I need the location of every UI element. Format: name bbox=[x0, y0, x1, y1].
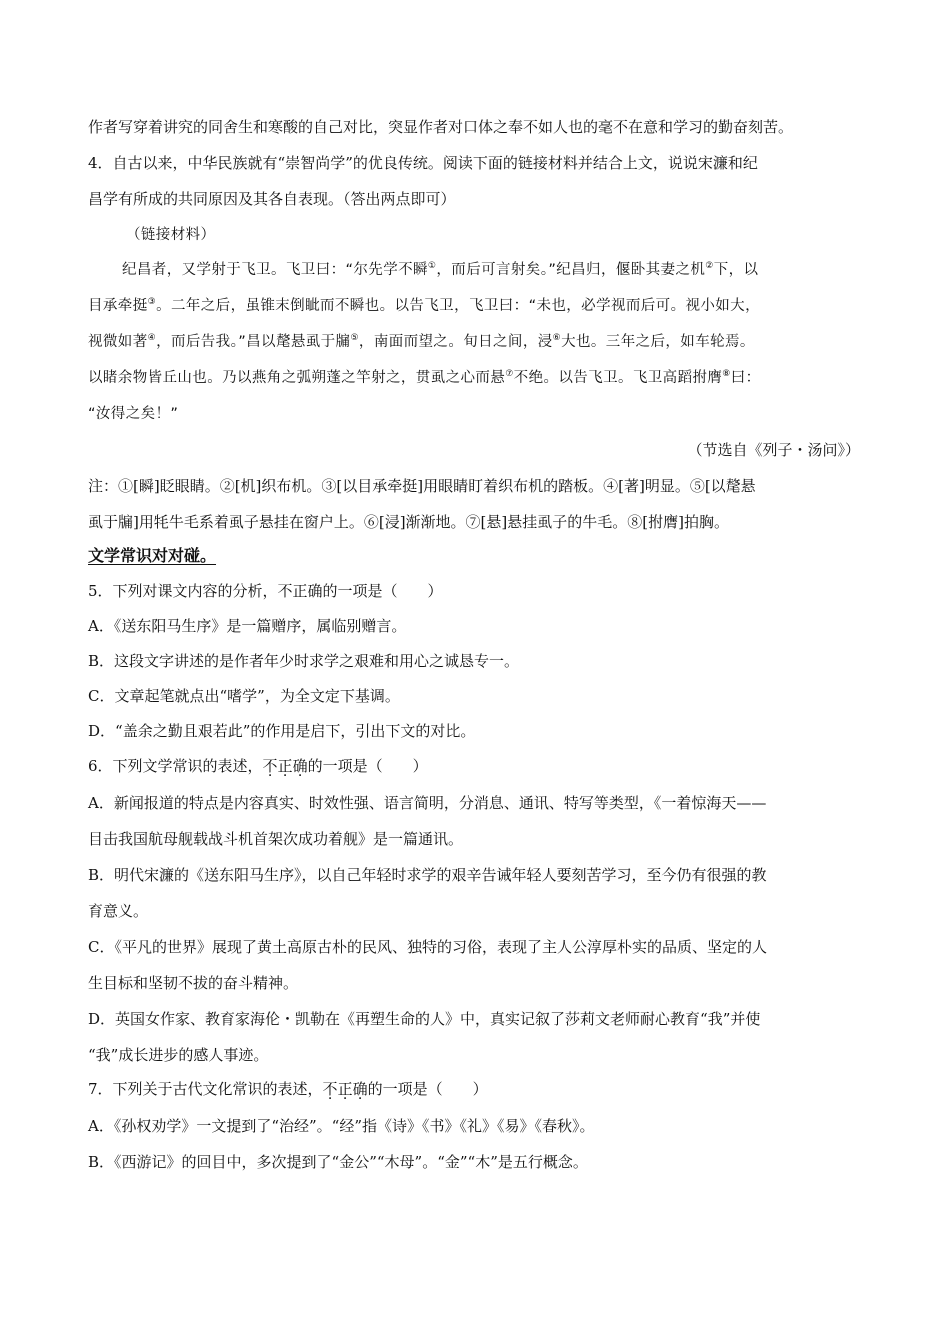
notes-line-2: 虱于牖]用牦牛毛系着虱子悬挂在窗户上。⑥[浸]渐渐地。⑦[悬]悬挂虱子的牛毛。⑧[拊膺]拍胸。 bbox=[88, 513, 729, 531]
q6-stem: 6．下列文学常识的表述，不正确的一项是（ ） bbox=[88, 757, 428, 775]
section-title: 文学常识对对碰。 bbox=[88, 546, 217, 565]
passage-source: （节选自《列子・汤问》） bbox=[687, 441, 860, 459]
q7-stem: 7．下列关于古代文化常识的表述，不正确的一项是（ ） bbox=[88, 1080, 488, 1098]
q6-option-a-line1: A．新闻报道的特点是内容真实、时效性强、语言简明，分消息、通讯、特写等类型，《一着惊海天—— bbox=[88, 794, 767, 812]
passage-line-2: 目承牵挺③。二年之后，虽锥末倒眦而不瞬也。以告飞卫，飞卫曰：“未也，必学视而后可。视小如大， bbox=[88, 297, 760, 314]
q6-option-c-line2: 生目标和坚韧不拔的奋斗精神。 bbox=[88, 974, 299, 992]
emphasis-dot-char: 确 bbox=[352, 1080, 368, 1098]
q6-option-b-line1: B．明代宋濂的《送东阳马生序》，以自己年轻时求学的艰辛告诫年轻人要刻苦学习，至今仍有很强的教 bbox=[88, 866, 767, 884]
passage-line-3: 视微如著④，而后告我。”昌以氂悬虱于牖⑤，南面而望之。旬日之间，浸⑥大也。三年之后，如车轮焉。 bbox=[88, 333, 755, 350]
q4-stem-line1: 4．自古以来，中华民族就有“崇智尚学”的优良传统。阅读下面的链接材料并结合上文，说说宋濂和纪 bbox=[88, 154, 758, 172]
passage-line-1: 纪昌者，又学射于飞卫。飞卫曰：“尔先学不瞬①，而后可言射矣。”纪昌归，偃卧其妻之机②下，以 bbox=[122, 261, 759, 278]
emphasis-dot-char: 正 bbox=[337, 1080, 353, 1098]
q6-option-c-line1: C．《平凡的世界》展现了黄土高原古朴的民风、独特的习俗，表现了主人公淳厚朴实的品质、坚定的人 bbox=[88, 938, 767, 956]
emphasis-dot-char: 不 bbox=[322, 1080, 338, 1098]
q6-option-a-line2: 目击我国航母舰载战斗机首架次成功着舰》是一篇通讯。 bbox=[88, 830, 464, 848]
q6-option-d-line1: D．英国女作家、教育家海伦・凯勒在《再塑生命的人》中，真实记叙了莎莉文老师耐心教育“我”并使 bbox=[88, 1010, 761, 1028]
emphasis-dot-char: 不 bbox=[262, 757, 278, 775]
q3-answer-tail: 作者写穿着讲究的同舍生和寒酸的自己对比，突显作者对口体之奉不如人也的毫不在意和学习的勤奋刻苦。 bbox=[88, 118, 794, 136]
q5-option-d: D．“盖余之勤且艰若此”的作用是启下，引出下文的对比。 bbox=[88, 722, 476, 740]
q5-stem: 5．下列对课文内容的分析，不正确的一项是（ ） bbox=[88, 582, 443, 600]
emphasis-dot-char: 正 bbox=[277, 757, 293, 775]
emphasis-dot-char: 确 bbox=[292, 757, 308, 775]
material-label: （链接材料） bbox=[126, 227, 216, 243]
q6-option-d-line2: “我”成长进步的感人事迹。 bbox=[88, 1046, 269, 1064]
q5-option-c: C．文章起笔就点出“嗜学”，为全文定下基调。 bbox=[88, 687, 400, 705]
passage-line-4: 以睹余物皆丘山也。乃以燕角之弧朔蓬之竿射之，贯虱之心而悬⑦不绝。以告飞卫。飞卫高蹈拊膺⑧曰： bbox=[88, 369, 761, 386]
q4-stem-line2: 昌学有所成的共同原因及其各自表现。（答出两点即可） bbox=[88, 190, 456, 208]
q7-option-a: A．《孙权劝学》一文提到了“治经”。“经”指《诗》《书》《礼》《易》《春秋》。 bbox=[88, 1117, 595, 1135]
passage-line-5: “汝得之矣！” bbox=[88, 406, 179, 422]
q7-option-b: B．《西游记》的回目中，多次提到了“金公”“木母”。“金”“木”是五行概念。 bbox=[88, 1153, 588, 1171]
q6-option-b-line2: 育意义。 bbox=[88, 902, 149, 920]
q5-option-b: B．这段文字讲述的是作者年少时求学之艰难和用心之诚恳专一。 bbox=[88, 652, 520, 670]
q5-option-a: A．《送东阳马生序》是一篇赠序，属临别赠言。 bbox=[88, 617, 407, 635]
notes-line-1: 注：①[瞬]眨眼睛。②[机]织布机。③[以目承牵挺]用眼睛盯着织布机的踏板。④[著]明显。⑤[以氂悬 bbox=[88, 477, 756, 495]
